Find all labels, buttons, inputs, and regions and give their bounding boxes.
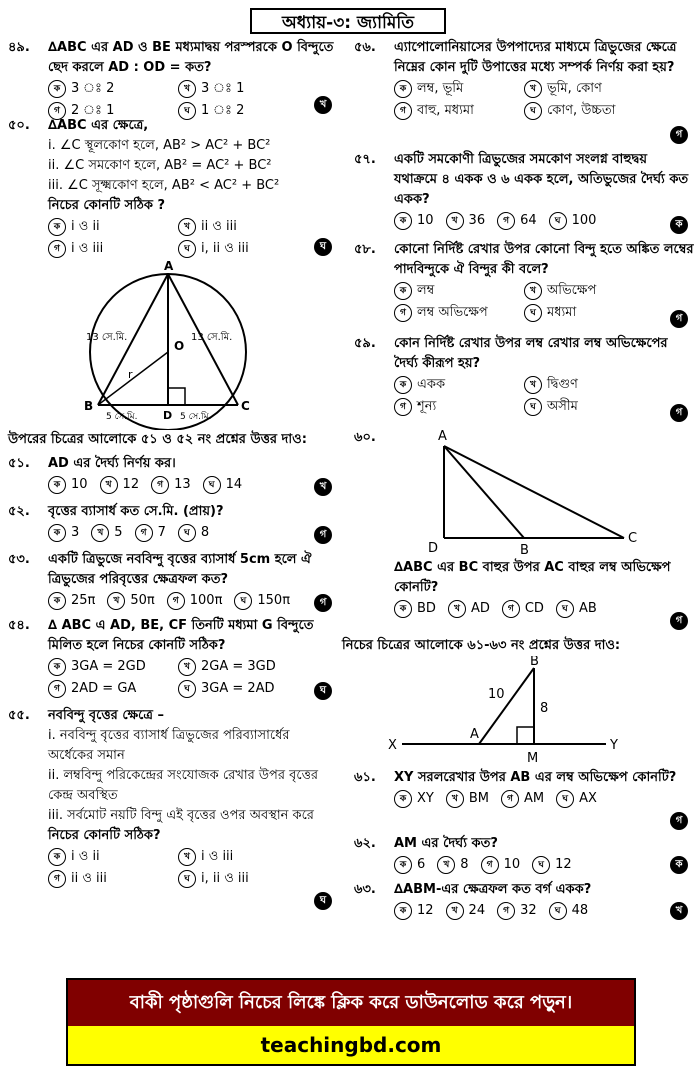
question-number: ৫২. [8, 504, 30, 519]
option-kh[interactable]: খ দ্বিগুণ [524, 374, 644, 396]
option-gh[interactable]: ঘ কোণ, উচ্চতা [524, 100, 644, 122]
label-c: C [628, 531, 638, 546]
option-k[interactable]: ক 12 [394, 900, 434, 922]
question-number: ৫৮. [354, 242, 376, 257]
question-prompt: নিচের কোনটি সঠিক? [48, 828, 161, 843]
option-kh[interactable]: খ 24 [446, 900, 486, 922]
right-angle-mark [517, 727, 534, 744]
question-number: ৬১. [354, 770, 376, 785]
question-number: ৫০. [8, 118, 30, 133]
option-kh[interactable]: খ ii ও iii [178, 216, 298, 238]
question-stem: একটি সমকোণী ত্রিভুজের সমকোণ সংলগ্ন বাহুদ্বয় যথাক্রমে ৪ একক ও ৬ একক হলে, অতিভুজের দৈর্ঘ্য কত একক? [394, 152, 689, 207]
segment-ab [479, 668, 534, 744]
question-number: ৬৩. [354, 882, 376, 897]
label-b: B [520, 543, 529, 558]
statement-iii: iii. সর্বমোট নয়টি বিন্দু এই বৃত্তের ওপর অবস্থান করে [48, 808, 314, 823]
question-stem: কোনো নির্দিষ্ট রেখার উপর কোনো বিন্দু হতে অঙ্কিত লম্বের পাদবিন্দুকে ঐ বিন্দুর কী বলে? [394, 242, 694, 277]
label-y: Y [610, 738, 618, 753]
option-k[interactable]: ক 3 ঃ 2 [48, 78, 168, 100]
answer-badge: গ [670, 612, 688, 630]
answer-badge: গ [670, 310, 688, 328]
option-kh[interactable]: খ BM [446, 788, 489, 810]
question-prompt: নিচের কোনটি সঠিক ? [48, 198, 166, 213]
answer-badge: খ [314, 96, 332, 114]
option-k[interactable]: ক 10 [48, 474, 88, 496]
answer-badge: গ [670, 126, 688, 144]
question-63 [354, 880, 694, 924]
statement-ii: ii. ∠C সমকোণ হলে, AB² = AC² + BC² [48, 158, 272, 173]
option-k[interactable]: ক লম্ব, ভূমি [394, 78, 514, 100]
question-stem: ∆ABM-এর ক্ষেত্রফল কত বর্গ একক? [394, 882, 592, 897]
label-d: D [428, 541, 439, 556]
question-61 [354, 768, 694, 832]
question-number: ৬০. [354, 430, 376, 445]
option-gh[interactable]: ঘ 14 [203, 474, 243, 496]
circle-triangle-figure [78, 260, 338, 430]
question-52 [8, 502, 338, 548]
option-g[interactable]: গ CD [502, 598, 544, 620]
option-kh[interactable]: খ i ও iii [178, 846, 298, 868]
question-number: ৪৯. [8, 40, 30, 55]
label-r: r [128, 368, 133, 381]
answer-badge: ক [670, 856, 688, 874]
option-g[interactable]: গ 32 [497, 900, 537, 922]
reference-note-51-52: উপরের চিত্রের আলোকে ৫১ ও ৫২ নং প্রশ্নের উত্তর দাও: [8, 432, 307, 447]
question-58 [354, 240, 694, 332]
label-x: X [388, 738, 397, 753]
option-g[interactable]: গ 2AD = GA [48, 678, 168, 700]
answer-badge: ক [670, 216, 688, 234]
download-banner[interactable] [66, 978, 636, 1066]
option-kh[interactable]: খ AD [448, 598, 490, 620]
option-kh[interactable]: খ ভূমি, কোণ [524, 78, 644, 100]
option-kh[interactable]: খ 36 [446, 210, 486, 232]
statement-i: i. নববিন্দু বৃত্তের ব্যাসার্ধ ত্রিভুজের পরিব্যাসার্ধের অর্ধেকের সমান [48, 728, 290, 763]
question-stem: বৃত্তের ব্যাসার্ধ কত সে.মি. (প্রায়)? [48, 504, 224, 519]
option-k[interactable]: ক লম্ব [394, 280, 514, 302]
question-57 [354, 150, 694, 238]
option-kh[interactable]: খ 12 [100, 474, 140, 496]
question-stem: ∆ ABC এ AD, BE, CF তিনটি মধ্যমা G বিন্দুতে মিলিত হলে নিচের কোনটি সঠিক? [48, 618, 314, 653]
label-a: A [164, 260, 174, 273]
triangle-figure-61 [384, 656, 694, 768]
option-k[interactable]: ক একক [394, 374, 514, 396]
question-number: ৫৫. [8, 708, 30, 723]
option-gh[interactable]: ঘ 100 [549, 210, 597, 232]
answer-badge: ঘ [314, 682, 332, 700]
right-angle-mark [168, 388, 185, 405]
answer-badge: ঘ [314, 892, 332, 910]
option-gh[interactable]: ঘ 8 [178, 522, 209, 544]
question-number: ৫৪. [8, 618, 30, 633]
option-g[interactable]: গ বাহু, মধ্যমা [394, 100, 514, 122]
answer-badge: খ [314, 478, 332, 496]
option-g[interactable]: গ AM [501, 788, 544, 810]
question-59 [354, 334, 694, 426]
option-gh[interactable]: ঘ AX [556, 788, 597, 810]
option-gh[interactable]: ঘ 1 ঃ 2 [178, 100, 298, 122]
option-k[interactable]: ক 25π [48, 590, 95, 612]
question-62 [354, 834, 694, 878]
option-k[interactable]: ক i ও ii [48, 216, 168, 238]
option-k[interactable]: ক i ও ii [48, 846, 168, 868]
right-column [342, 38, 694, 926]
option-k[interactable]: ক BD [394, 598, 436, 620]
question-60 [354, 428, 694, 634]
question-51 [8, 454, 338, 500]
question-stem: ∆ABC এর ক্ষেত্রে, [48, 118, 149, 133]
question-stem: কোন নির্দিষ্ট রেখার উপর লম্ব রেখার লম্ব অভিক্ষেপের দৈর্ঘ্য কীরূপ হয়? [394, 336, 668, 371]
label-a: A [438, 429, 447, 444]
label-a: A [470, 727, 479, 742]
download-instruction[interactable]: বাকী পৃষ্ঠাগুলি নিচের লিঙ্কে ক্লিক করে ডাউনলোড করে পড়ুন। [68, 980, 634, 1026]
option-gh[interactable]: ঘ 150π [234, 590, 290, 612]
label-ab-length: 13 সে.মি. [86, 332, 128, 343]
question-stem: ∆ABC এর AD ও BE মধ্যমাদ্বয় পরস্পরকে O বিন্দুতে ছেদ করলে AD : OD = কত? [48, 40, 334, 75]
statement-ii: ii. লম্ববিন্দু পরিকেন্দ্রের সংযোজক রেখার উপর বৃত্তের কেন্দ্র অবস্থিত [48, 768, 319, 803]
option-kh[interactable]: খ 3 ঃ 1 [178, 78, 298, 100]
question-stem: AM এর দৈর্ঘ্য কত? [394, 836, 498, 851]
option-gh[interactable]: ঘ i, ii ও iii [178, 868, 298, 890]
label-bd-length: 5 সে.মি. [106, 412, 138, 422]
question-number: ৫৭. [354, 152, 376, 167]
option-k[interactable]: ক 3 [48, 522, 79, 544]
question-number: ৬২. [354, 836, 376, 851]
triangle-figure-60 [394, 428, 694, 558]
question-stem: AD এর দৈর্ঘ্য নির্ণয় কর। [48, 456, 176, 471]
statement-iii: iii. ∠C সূক্ষ্মকোণ হলে, AB² < AC² + BC² [48, 178, 280, 193]
question-56 [354, 38, 694, 148]
label-o: O [174, 339, 185, 353]
label-d: D [163, 409, 173, 422]
question-stem: নববিন্দু বৃত্তের ক্ষেত্রে – [48, 708, 164, 723]
question-53 [8, 550, 338, 614]
option-g[interactable]: গ 100π [167, 590, 223, 612]
option-k[interactable]: ক XY [394, 788, 434, 810]
label-ac-length: 13 সে.মি. [191, 332, 233, 343]
question-stem: XY সরলরেখার উপর AB এর লম্ব অভিক্ষেপ কোনটি? [394, 770, 677, 785]
option-g[interactable]: গ 64 [497, 210, 537, 232]
option-gh[interactable]: ঘ 48 [549, 900, 589, 922]
left-column [8, 38, 338, 914]
label-c: C [241, 399, 250, 413]
label-ab-length: 10 [488, 687, 505, 702]
question-stem: ∆ABC এর BC বাহুর উপর AC বাহুর লম্ব অভিক্ষেপ কোনটি? [394, 560, 671, 595]
question-49 [8, 38, 338, 118]
option-k[interactable]: ক 3GA = 2GD [48, 656, 168, 678]
option-k[interactable]: ক 10 [394, 210, 434, 232]
label-b: B [530, 656, 539, 669]
option-gh[interactable]: ঘ i, ii ও iii [178, 238, 298, 260]
option-g[interactable]: গ 2 ঃ 1 [48, 100, 168, 122]
question-number: ৫১. [8, 456, 30, 471]
answer-badge: গ [670, 812, 688, 830]
option-g[interactable]: গ 10 [481, 854, 521, 876]
option-k[interactable]: ক 6 [394, 854, 425, 876]
radius-ob [98, 352, 168, 405]
option-g[interactable]: গ 13 [151, 474, 191, 496]
option-g[interactable]: গ শূন্য [394, 396, 514, 418]
option-gh[interactable]: ঘ 12 [532, 854, 572, 876]
label-dc-length: 5 সে.মি. [180, 412, 212, 422]
question-stem: এ্যাপোলোনিয়াসের উপপাদ্যের মাধ্যমে ত্রিভুজের ক্ষেত্রে নিম্নের কোন দুটি উপাত্তের মধ্যে সম্পর্ক নির্ণয় করা হয়? [394, 40, 677, 75]
question-55 [8, 706, 338, 912]
site-link[interactable]: teachingbd.com [68, 1026, 634, 1064]
segment-ac [444, 446, 624, 538]
question-number: ৫৬. [354, 40, 376, 55]
answer-badge: গ [670, 404, 688, 422]
label-b: B [84, 399, 94, 413]
reference-note-61-63: নিচের চিত্রের আলোকে ৬১-৬৩ নং প্রশ্নের উত্তর দাও: [342, 638, 621, 653]
option-kh[interactable]: খ 50π [107, 590, 154, 612]
option-gh[interactable]: ঘ 3GA = 2AD [178, 678, 298, 700]
statement-i: i. ∠C স্থূলকোণ হলে, AB² > AC² + BC² [48, 138, 271, 153]
option-g[interactable]: গ লম্ব অভিক্ষেপ [394, 302, 514, 324]
answer-badge: গ [314, 594, 332, 612]
option-g[interactable]: গ ii ও iii [48, 868, 168, 890]
option-gh[interactable]: ঘ অসীম [524, 396, 644, 418]
option-g[interactable]: গ i ও iii [48, 238, 168, 260]
option-kh[interactable]: খ অভিক্ষেপ [524, 280, 644, 302]
option-gh[interactable]: ঘ মধ্যমা [524, 302, 644, 324]
answer-badge: ঘ [314, 238, 332, 256]
question-number: ৫৯. [354, 336, 376, 351]
page-title: অধ্যায়-৩: জ্যামিতি [250, 8, 446, 34]
label-m: M [527, 751, 539, 766]
option-g[interactable]: গ 7 [135, 522, 166, 544]
option-kh[interactable]: খ 5 [91, 522, 122, 544]
question-number: ৫৩. [8, 552, 30, 567]
answer-badge: গ [314, 526, 332, 544]
segment-ab [444, 446, 524, 538]
option-gh[interactable]: ঘ AB [556, 598, 597, 620]
question-50 [8, 116, 338, 258]
question-stem: একটি ত্রিভুজে নববিন্দু বৃত্তের ব্যাসার্ধ 5cm হলে ঐ ত্রিভুজের পরিবৃত্তের ক্ষেত্রফল কত? [48, 552, 312, 587]
answer-badge: খ [670, 902, 688, 920]
option-kh[interactable]: খ 2GA = 3GD [178, 656, 298, 678]
question-54 [8, 616, 338, 704]
label-bm-length: 8 [540, 701, 549, 716]
option-kh[interactable]: খ 8 [437, 854, 468, 876]
